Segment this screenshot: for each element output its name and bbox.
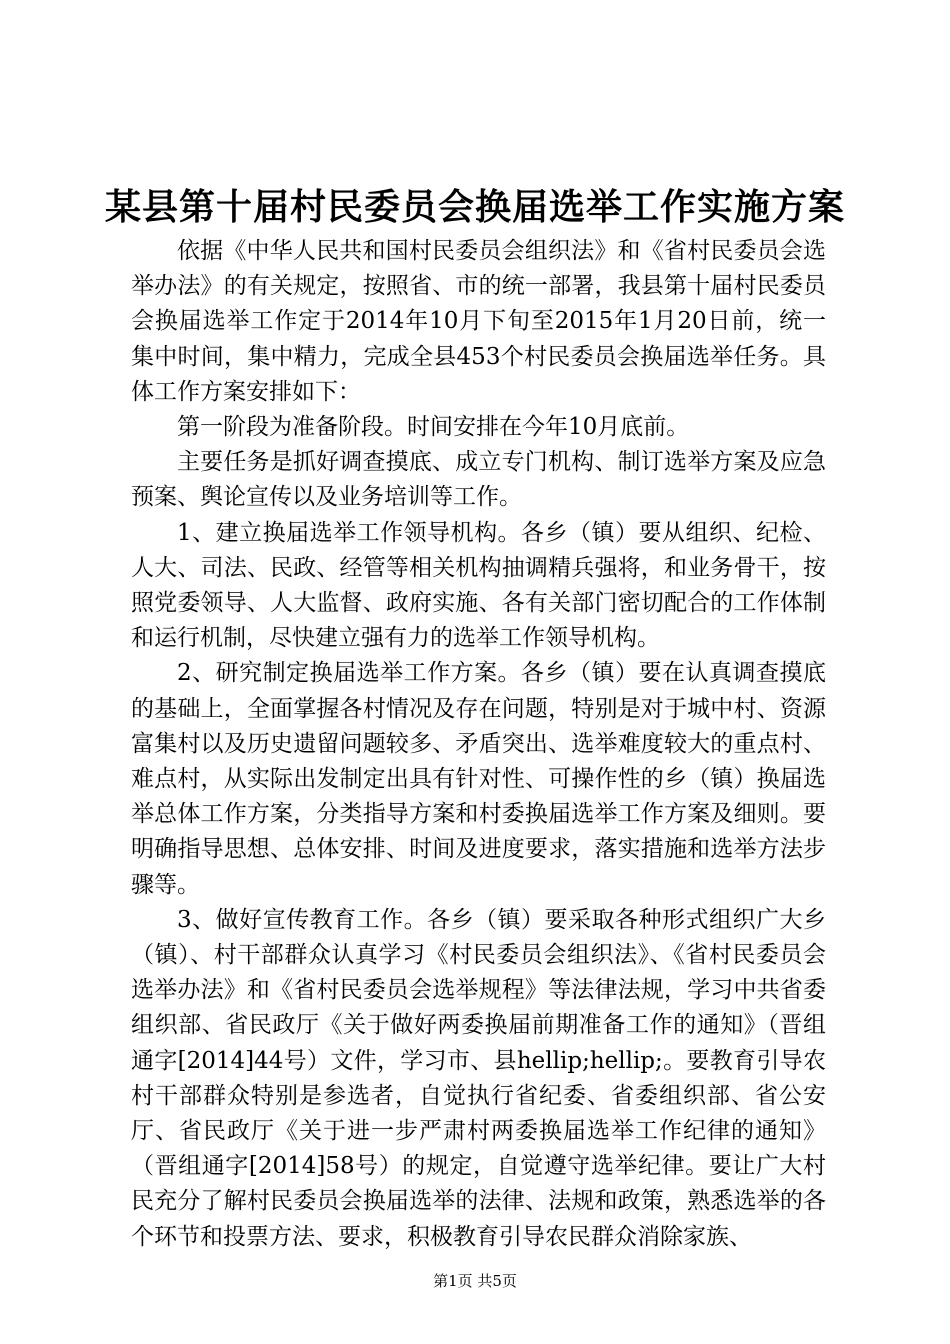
paragraph-item-2: 2、研究制定换届选举工作方案。各乡（镇）要在认真调查摸底的基础上，全面掌握各村情况及存在问题，特别是对于城中村、资源富集村以及历史遗留问题较多、矛盾突出、选举难度较大的重点村、难点村，从实际出发制定出具有针对性、可操作性的乡（镇）换届选举总体工作方案，分类指导方案和村委换届选举工作方案及细则。要明确指导思想、总体安排、时间及进度要求，落实措施和选举方法步骤等。	[131, 660, 826, 898]
paragraph-main-tasks: 主要任务是抓好调查摸底、成立专门机构、制订选举方案及应急预案、舆论宣传以及业务培训等工作。	[131, 449, 826, 511]
document-title: 某县第十届村民委员会换届选举工作实施方案	[104, 186, 845, 228]
paragraph-intro: 依据《中华人民共和国村民委员会组织法》和《省村民委员会选举办法》的有关规定，按照省、市的统一部署，我县第十届村民委员会换届选举工作定于2014年10月下旬至2015年1月20日前，统一集中时间，集中精力，完成全县453个村民委员会换届选举任务。具体工作方案安排如下：	[131, 238, 826, 405]
page-number: 第1页 共5页	[433, 1272, 517, 1290]
paragraph-item-1: 1、建立换届选举工作领导机构。各乡（镇）要从组织、纪检、人大、司法、民政、经管等相关机构抽调精兵强将，和业务骨干，按照党委领导、人大监督、政府实施、各有关部门密切配合的工作体制和运行机制，尽快建立强有力的选举工作领导机构。	[131, 519, 826, 652]
document-body	[131, 234, 826, 1255]
paragraph-item-3: 3、做好宣传教育工作。各乡（镇）要采取各种形式组织广大乡（镇）、村干部群众认真学习《村民委员会组织法》、《省村民委员会选举办法》和《省村民委员会选举规程》等法律法规，学习中共省委组织部、省民政厅《关于做好两委换届前期准备工作的通知》（晋组通字[2014]44号）文件，学习市、县hellip;hellip;。要教育引导农村干部群众特别是参选者，自觉执行省纪委、省委组织部、省公安厅、省民政厅《关于进一步严肃村两委换届选举工作纪律的通知》（晋组通字[2014]58号）的规定，自觉遵守选举纪律。要让广大村民充分了解村民委员会换届选举的法律、法规和政策，熟悉选举的各个环节和投票方法、要求，积极教育引导农民群众消除家族、	[131, 906, 826, 1250]
paragraph-stage-one: 第一阶段为准备阶段。时间安排在今年10月底前。	[177, 414, 690, 441]
